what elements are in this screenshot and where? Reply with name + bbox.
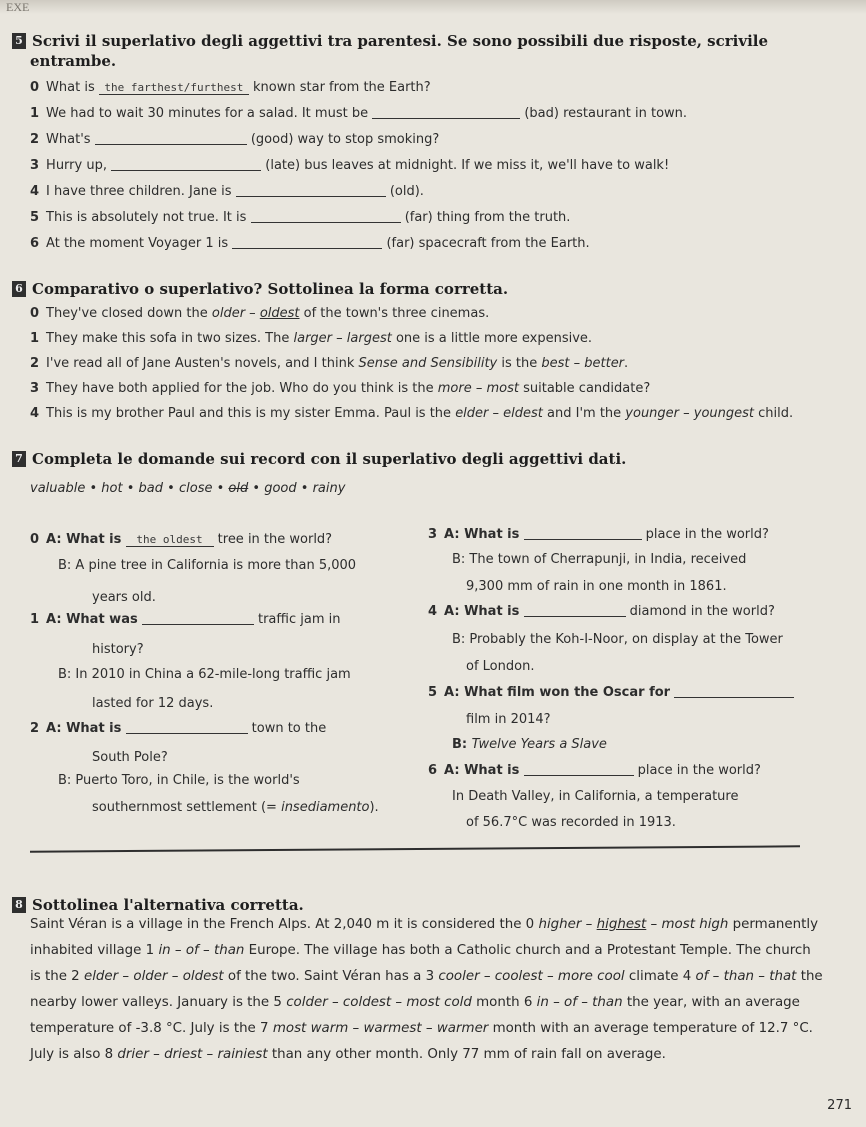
ex5-title: 5 Scrivi il superlativo degli aggettivi tra parentesi. Se sono possibili due risposte, scrivile	[12, 32, 768, 50]
ex7-q4: 4 A: What is diamond in the world?	[428, 604, 775, 619]
answer-blank[interactable]: the farthest/furthest	[99, 81, 249, 95]
ex5-title-cont: entrambe.	[30, 52, 117, 70]
ex7-q3-answer: B: The town of Cherrapunji, in India, received	[452, 552, 747, 567]
ex5-number: 5	[12, 33, 26, 49]
ex6-item-2: 2 I've read all of Jane Austen's novels, and I think Sense and Sensibility is the best – better.	[30, 356, 629, 371]
section-divider	[30, 845, 800, 852]
answer-blank[interactable]	[95, 144, 247, 145]
answer-blank[interactable]: the oldest	[126, 533, 214, 547]
underlined-answer[interactable]: oldest	[259, 306, 300, 321]
ex7-q0-answer: B: A pine tree in California is more than 5,000	[58, 558, 357, 573]
choice-options[interactable]: more – most	[437, 381, 519, 396]
ex7-q6-answer-cont: of 56.7°C was recorded in 1913.	[466, 815, 676, 830]
ex6-number: 6	[12, 281, 26, 297]
choice-options[interactable]: most warm – warmest – warmer	[272, 1021, 489, 1036]
ex7-q3: 3 A: What is place in the world?	[428, 527, 769, 542]
answer-blank[interactable]	[524, 616, 626, 617]
answer-blank[interactable]	[524, 539, 642, 540]
ex6-item-4: 4 This is my brother Paul and this is my sister Emma. Paul is the elder – eldest and I'm the younger – youngest child.	[30, 406, 794, 421]
ex5-item-4: 4 I have three children. Jane is (old).	[30, 184, 424, 199]
ex6-item-3: 3 They have both applied for the job. Who do you think is the more – most suitable candidate?	[30, 381, 651, 396]
corner-label: EXE	[6, 0, 30, 14]
ex6-item-1: 1 They make this sofa in two sizes. The larger – largest one is a little more expensive.	[30, 331, 593, 346]
choice-options[interactable]: best – better	[541, 356, 625, 371]
ex7-q6-answer: In Death Valley, in California, a temperature	[452, 789, 739, 804]
ex7-q5: 5 A: What film won the Oscar for	[428, 685, 794, 700]
ex7-q1-cont: history?	[92, 642, 144, 657]
paragraph-line: temperature of -3.8 °C. July is the 7 most warm – warmest – warmer month with an average temperature of 12.7 °C.	[30, 1021, 813, 1036]
ex7-q3-answer-cont: 9,300 mm of rain in one month in 1861.	[466, 579, 727, 594]
answer-blank[interactable]	[111, 170, 261, 171]
ex7-q1-answer: B: In 2010 in China a 62-mile-long traffic jam	[58, 667, 351, 682]
ex5-item-2: 2 What's (good) way to stop smoking?	[30, 132, 440, 147]
choice-options[interactable]: drier – driest – rainiest	[117, 1047, 268, 1062]
paragraph-line: inhabited village 1 in – of – than Europe. The village has both a Catholic church and a Protestant Temple. The church	[30, 943, 811, 958]
choice-options[interactable]: in – of – than	[158, 943, 245, 958]
ex5-item-5: 5 This is absolutely not true. It is (far) thing from the truth.	[30, 210, 571, 225]
ex7-number: 7	[12, 451, 26, 467]
choice-options[interactable]: elder – older – oldest	[83, 969, 224, 984]
ex6-title: 6 Comparativo o superlativo? Sottolinea la forma corretta.	[12, 280, 508, 298]
ex7-q2-answer: B: Puerto Toro, in Chile, is the world's	[58, 773, 300, 788]
ex7-q4-answer: B: Probably the Koh-I-Noor, on display at the Tower	[452, 632, 783, 647]
ex5-item-0: 0 What is the farthest/furthest known star from the Earth?	[30, 80, 431, 95]
ex8-number: 8	[12, 897, 26, 913]
ex7-title: 7 Completa le domande sui record con il superlativo degli aggettivi dati.	[12, 450, 626, 468]
page-number: 271	[827, 1098, 852, 1113]
ex8-paragraph	[30, 912, 830, 1068]
ex6-item-0: 0 They've closed down the older – oldest of the town's three cinemas.	[30, 306, 490, 321]
ex7-q5-cont: film in 2014?	[466, 712, 551, 727]
underlined-answer[interactable]: highest	[596, 917, 647, 932]
choice-options[interactable]: larger – largest	[293, 331, 392, 346]
choice-options[interactable]: cooler – coolest – more cool	[438, 969, 625, 984]
answer-blank[interactable]	[372, 118, 520, 119]
ex7-q1-answer-cont: lasted for 12 days.	[92, 696, 214, 711]
word-bank: valuable • hot • bad • close • old • good • rainy	[30, 481, 346, 496]
ex8-title: 8 Sottolinea l'alternativa corretta.	[12, 896, 304, 914]
answer-blank[interactable]	[251, 222, 401, 223]
ex7-q0-answer-cont: years old.	[92, 590, 156, 605]
paragraph-line: Saint Véran is a village in the French Alps. At 2,040 m it is considered the 0 higher – highest – most high permanently	[30, 917, 819, 932]
answer-blank[interactable]	[674, 697, 794, 698]
answer-blank[interactable]	[126, 733, 248, 734]
answer-blank[interactable]	[236, 196, 386, 197]
choice-options[interactable]: colder – coldest – most cold	[286, 995, 472, 1010]
choice-options[interactable]: younger – youngest	[625, 406, 755, 421]
answer-blank[interactable]	[142, 624, 254, 625]
choice-options[interactable]: in – of – than	[536, 995, 623, 1010]
ex7-q5-answer: B: Twelve Years a Slave	[452, 737, 607, 752]
ex7-q2-answer-cont: southernmost settlement (= insediamento).	[92, 800, 379, 815]
ex5-item-3: 3 Hurry up, (late) bus leaves at midnight. If we miss it, we'll have to walk!	[30, 158, 670, 173]
paragraph-line: July is also 8 drier – driest – rainiest than any other month. Only 77 mm of rain fall on average.	[30, 1047, 666, 1062]
ex7-q6: 6 A: What is place in the world?	[428, 763, 761, 778]
ex7-q2: 2 A: What is town to the	[30, 721, 327, 736]
ex7-q4-answer-cont: of London.	[466, 659, 535, 674]
ex7-q1: 1 A: What was traffic jam in	[30, 612, 341, 627]
ex5-item-1: 1 We had to wait 30 minutes for a salad. It must be (bad) restaurant in town.	[30, 106, 688, 121]
top-edge	[0, 0, 866, 14]
ex5-item-6: 6 At the moment Voyager 1 is (far) spacecraft from the Earth.	[30, 236, 590, 251]
ex7-q0: 0 A: What is the oldest tree in the world?	[30, 532, 333, 547]
ex7-q2-cont: South Pole?	[92, 750, 168, 765]
crossed-out-word: old	[228, 481, 249, 496]
paragraph-line: nearby lower valleys. January is the 5 colder – coldest – most cold month 6 in – of – than the year, with an average	[30, 995, 800, 1010]
answer-blank[interactable]	[232, 248, 382, 249]
choice-options[interactable]: elder – eldest	[455, 406, 543, 421]
paragraph-line: is the 2 elder – older – oldest of the two. Saint Véran has a 3 cooler – coolest – more cool climate 4 of – than – that the	[30, 969, 823, 984]
choice-options[interactable]: of – than – that	[695, 969, 797, 984]
answer-blank[interactable]	[524, 775, 634, 776]
